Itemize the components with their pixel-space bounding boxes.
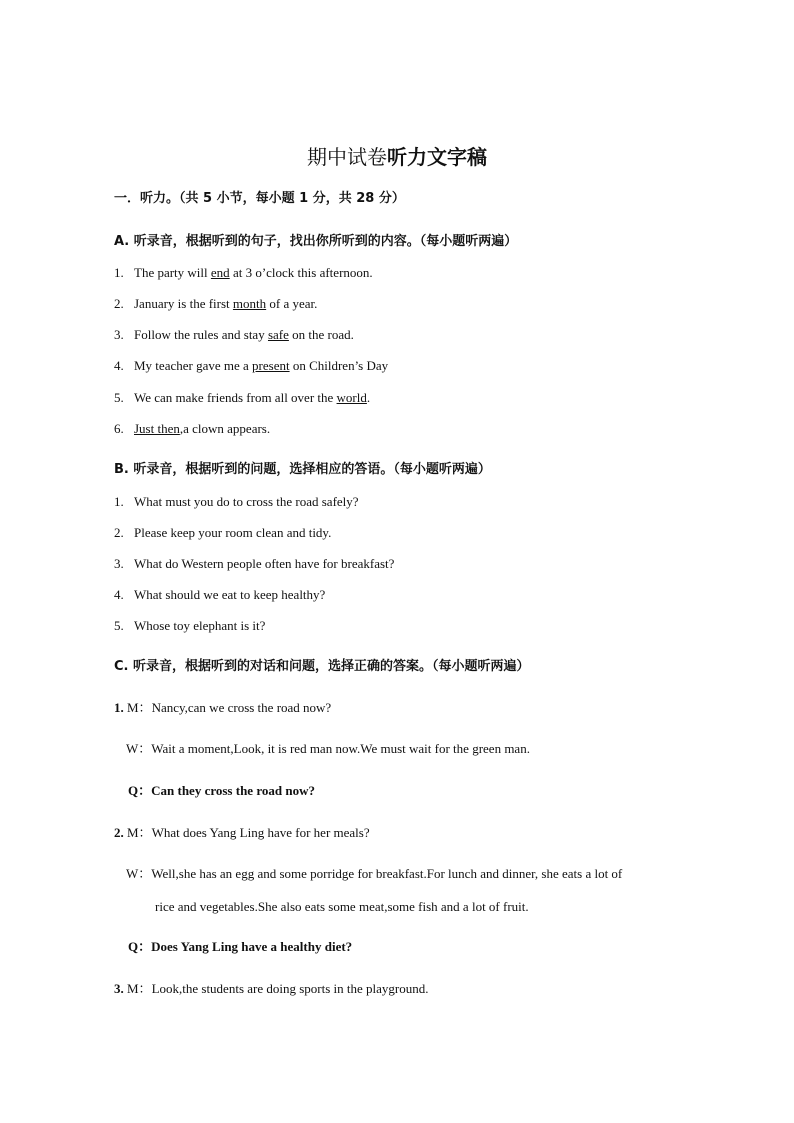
item-text-pre: My teacher gave me a <box>134 358 253 373</box>
item-text-post: of a year. <box>266 296 318 311</box>
item-number: 1. <box>114 494 124 509</box>
item-underlined-word: month <box>232 296 267 311</box>
section-a-item <box>114 421 270 437</box>
item-text-pre: Follow the rules and stay <box>134 327 268 342</box>
section-b-item <box>114 556 394 572</box>
item-number: 4. <box>114 358 124 373</box>
speech-text: Wait a moment,Look, it is red man now.We must wait for the green man. <box>151 741 530 756</box>
dialogue-number: 2. <box>114 825 124 840</box>
item-text: What must you do to cross the road safely? <box>134 494 359 509</box>
section-a-item <box>114 390 370 406</box>
section-b-item <box>114 494 359 510</box>
dialogue-1-question <box>128 780 315 799</box>
speech-text: Look,the students are doing sports in the playground. <box>151 981 429 996</box>
speaker-label: M： <box>127 981 152 996</box>
speech-text: Well,she has an egg and some porridge for breakfast.For lunch and dinner, she eats a lot of <box>151 866 623 881</box>
item-number: 5. <box>114 390 124 405</box>
item-number: 2. <box>114 525 124 540</box>
speech-text: What does Yang Ling have for her meals? <box>151 825 370 840</box>
item-number: 5. <box>114 618 124 633</box>
speaker-label: M： <box>127 825 152 840</box>
item-text: What do Western people often have for breakfast? <box>134 556 395 571</box>
dialogue-1-woman-line <box>126 738 530 757</box>
section-a-item <box>114 358 388 374</box>
item-text-post: on the road. <box>288 327 354 342</box>
item-number: 1. <box>114 265 124 280</box>
item-text: Please keep your room clean and tidy. <box>134 525 332 540</box>
section-b-item <box>114 587 325 603</box>
item-number: 3. <box>114 327 124 342</box>
item-text-post: at 3 o’clock this afternoon. <box>229 265 373 280</box>
section-a-item <box>114 296 317 312</box>
item-text-pre: The party will <box>134 265 211 280</box>
dialogue-2-man-line <box>114 822 370 841</box>
dialogue-2-question <box>128 936 352 955</box>
item-text: What should we eat to keep healthy? <box>134 587 326 602</box>
item-number: 4. <box>114 587 124 602</box>
section-c-heading: C. 听录音，根据听到的对话和问题，选择正确的答案。（每小题听两遍） <box>114 659 530 674</box>
item-text-post: on Children’s Day <box>289 358 389 373</box>
dialogue-2-woman-line-continued: rice and vegetables.She also eats some meat,some fish and a lot of fruit. <box>155 899 529 914</box>
speech-text: Nancy,can we cross the road now? <box>151 700 332 715</box>
item-underlined-word: world <box>336 390 367 405</box>
section-a-heading: A. 听录音，根据听到的句子，找出你所听到的内容。（每小题听两遍） <box>114 234 518 249</box>
dialogue-1-man-line <box>114 697 331 716</box>
question-text: Can they cross the road now? <box>151 783 315 798</box>
section-b-item <box>114 618 265 634</box>
item-text-pre: We can make friends from all over the <box>134 390 337 405</box>
section-listening-heading: 一．听力。（共 5 小节，每小题 1 分，共 28 分） <box>114 191 405 206</box>
item-text-post: . <box>366 390 371 405</box>
speaker-label: W： <box>126 866 152 881</box>
dialogue-number: 3. <box>114 981 124 996</box>
title-part-bold: 听力文字稿 <box>387 145 487 169</box>
title-part-regular: 期中试卷 <box>307 145 387 169</box>
item-underlined-word: end <box>210 265 230 280</box>
dialogue-number: 1. <box>114 700 124 715</box>
item-number: 2. <box>114 296 124 311</box>
page-title <box>0 141 794 170</box>
speaker-label: W： <box>126 741 152 756</box>
question-text: Does Yang Ling have a healthy diet? <box>151 939 353 954</box>
item-number: 3. <box>114 556 124 571</box>
section-a-item <box>114 327 354 343</box>
question-label: Q： <box>128 783 152 798</box>
dialogue-3-man-line <box>114 978 429 997</box>
item-text-post: ,a clown appears. <box>179 421 271 436</box>
section-b-heading: B. 听录音，根据听到的问题，选择相应的答语。（每小题听两遍） <box>114 462 491 477</box>
dialogue-2-woman-line <box>126 863 622 882</box>
speaker-label: M： <box>127 700 152 715</box>
item-underlined-word: safe <box>267 327 289 342</box>
item-underlined-word: Just then <box>134 421 180 436</box>
item-text: Whose toy elephant is it? <box>134 618 266 633</box>
item-number: 6. <box>114 421 124 436</box>
item-text-pre: January is the first <box>134 296 233 311</box>
section-b-item <box>114 525 331 541</box>
question-label: Q： <box>128 939 152 954</box>
section-a-item <box>114 265 373 281</box>
item-underlined-word: present <box>252 358 290 373</box>
